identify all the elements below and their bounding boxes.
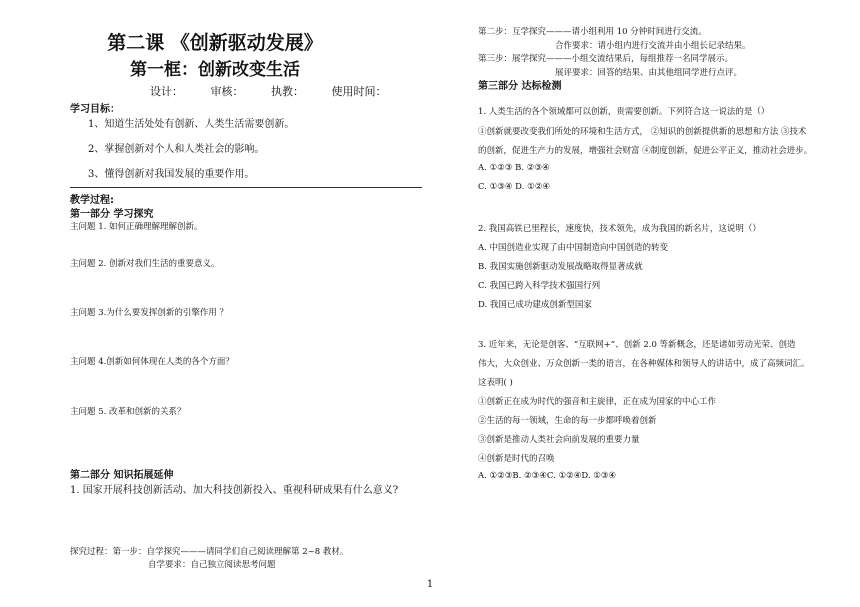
q3-options: A. ①②③B. ②③④C. ①②④D. ①③④	[478, 471, 617, 481]
part3-heading: 第三部分 达标检测	[478, 81, 562, 92]
question-item: 主问题 1. 如何正确理解理解创新。	[70, 222, 203, 232]
q1-option: C. ①③④ D. ①②④	[478, 182, 550, 192]
lesson-title: 第二课 《创新驱动发展》	[107, 32, 323, 54]
explore-step1: 探究过程：第一步：自学探究———请同学们自己阅读理解第 2~8 教材。	[70, 547, 349, 557]
q2-option: D. 我国已成功建成创新型国家	[478, 300, 592, 310]
explore-step2-req: 合作要求：请小组内进行交流并由小组长记录结果。	[555, 41, 751, 51]
part1-heading: 第一部分 学习探究	[70, 209, 154, 220]
meta-teach: 执教：	[271, 85, 304, 98]
goal-item: 3、懂得创新对我国发展的重要作用。	[88, 169, 255, 180]
q1-line: 1. 人类生活的各个领域都可以创新，贵需要创新。下列符合这一说法的是（）	[478, 107, 770, 117]
part2-question: 1. 国家开展科技创新活动、加大科技创新投入、重视科研成果有什么意义?	[70, 485, 399, 496]
question-item: 主问题 4.创新如何体现在人类的各个方面？	[70, 357, 234, 367]
explore-step2: 第二步：互学探究———请小组利用 10 分钟时间进行交流。	[478, 27, 707, 37]
question-item: 主问题 2. 创新对我们生活的重要意义。	[70, 259, 220, 269]
q1-line: ①创新就要改变我们所处的环境和生活方式， ②知识的创新提供新的思想和方法 ③技术	[478, 127, 807, 137]
page-number: 1	[426, 579, 434, 590]
q3-line: 这表明( )	[478, 378, 513, 388]
explore-step1-req: 自学要求：自己独立阅读思考问题	[148, 560, 276, 570]
q1-line: 的创新，促进生产力的发展，增强社会财富 ④制度创新，促进公平正义，推动社会进步。	[478, 146, 813, 156]
q2-line: 2. 我国高铁已里程长，速度快，技术领先，成为我国的新名片，这说明（）	[478, 224, 761, 234]
goals-heading: 学习目标：	[70, 104, 120, 115]
section-subtitle: 第一框：创新改变生活	[130, 60, 300, 80]
goal-item: 2、掌握创新对个人和人类社会的影响。	[88, 144, 265, 155]
q3-line: ④创新是时代的召唤	[478, 454, 555, 464]
q2-option: C. 我国已跨入科学技术强国行列	[478, 281, 601, 291]
explore-step3-req: 展评要求：回答的结果、由其他组同学进行点评。	[555, 68, 743, 78]
q3-line: 伟大，大众创业、万众创新一类的语言，在各种媒体和领导人的讲话中，成了高频词汇。	[478, 359, 810, 369]
meta-review: 审核：	[210, 85, 244, 98]
goal-item: 1、知道生活处处有创新、人类生活需要创新。	[88, 119, 295, 130]
q2-option: A. 中国创造业实现了由中国制造向中国创造的转变	[478, 243, 669, 253]
q3-line: ③创新是推动人类社会向前发展的重要力量	[478, 435, 640, 445]
q3-line: ①创新正在成为时代的强音和主旋律，正在成为国家的中心工作	[478, 397, 717, 407]
q3-line: ②生活的每一领域，生命的每一步都呼唤着创新	[478, 416, 657, 426]
meta-line	[150, 83, 409, 99]
part2-heading: 第二部分 知识拓展延伸	[70, 470, 174, 481]
meta-design: 设计：	[150, 85, 183, 98]
process-heading: 教学过程:	[70, 195, 114, 206]
question-item: 主问题 3.为什么要发挥创新的引擎作用 ？	[70, 308, 229, 318]
q1-option: A. ①②③ B. ②③④	[478, 163, 550, 173]
question-item: 主问题 5. 改革和创新的关系？	[70, 407, 186, 417]
meta-time: 使用时间：	[331, 85, 387, 98]
q3-line: 3. 近年来，无论是创客、“互联网+”、创新 2.0 等新概念，还是诸如劳动光荣、创造	[478, 340, 796, 350]
explore-step3: 第三步：展学探究———小组交流结果后，每组推荐一名同学展示。	[478, 54, 734, 64]
q2-option: B. 我国实施创新驱动发展战略取得显著成就	[478, 262, 643, 272]
divider	[70, 187, 422, 188]
